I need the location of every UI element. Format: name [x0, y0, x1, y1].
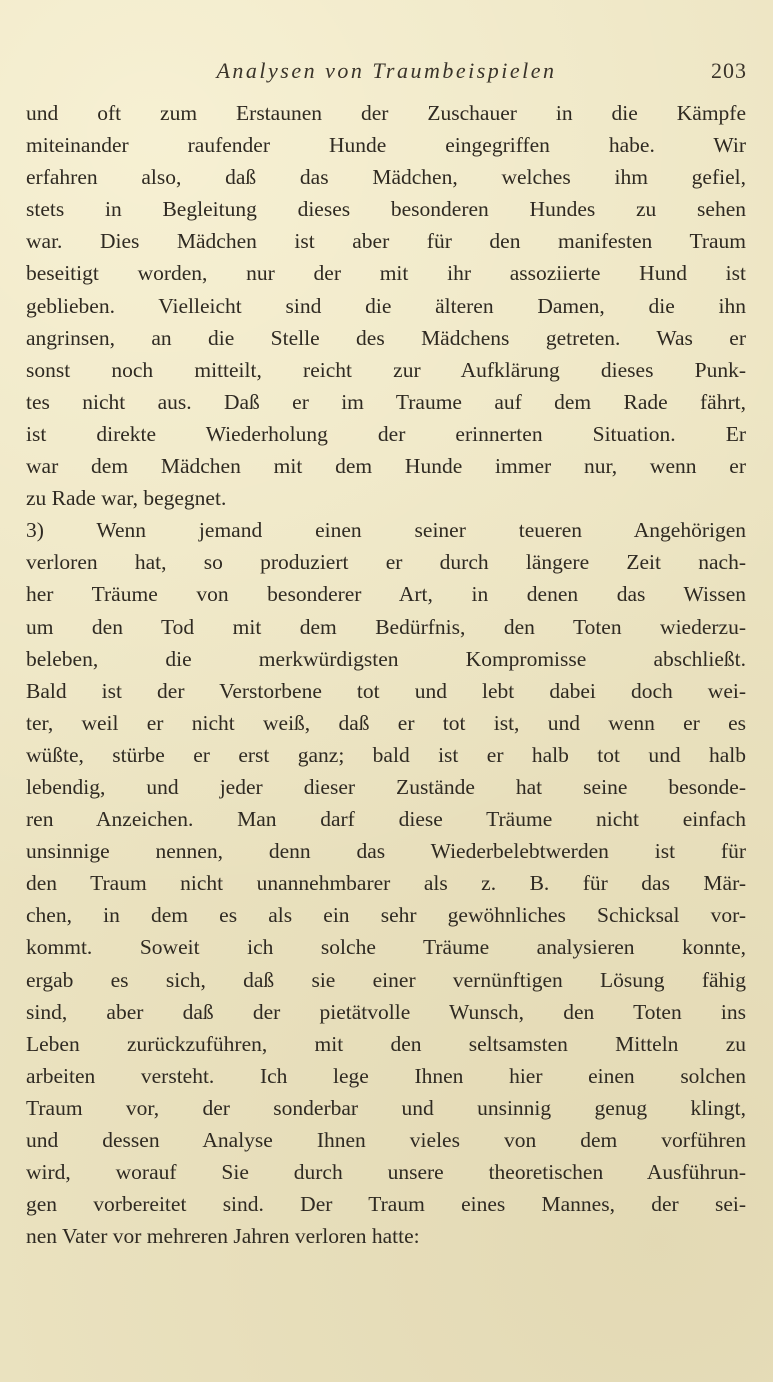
text-line: tes nicht aus. Daß er im Traume auf dem Rade fährt, [26, 389, 746, 414]
text-line: angrinsen, an die Stelle des Mädchens getreten. Was er [26, 325, 746, 350]
text-line: Bald ist der Verstorbene tot und lebt dabei doch wei- [26, 678, 746, 703]
text-line: arbeiten versteht. Ich lege Ihnen hier einen solchen [26, 1063, 746, 1088]
text-line: ren Anzeichen. Man darf diese Träume nicht einfach [26, 807, 746, 832]
text-line: her Träume von besonderer Art, in denen das Wissen [26, 582, 746, 607]
text-line: war dem Mädchen mit dem Hunde immer nur, wenn er [26, 454, 746, 479]
text-line: wird, worauf Sie durch unsere theoretischen Ausführun- [26, 1160, 746, 1185]
text-line: und oft zum Erstaunen der Zuschauer in die Kämpfe [26, 101, 746, 125]
text-line: sind, aber daß der pietätvolle Wunsch, den Toten ins [26, 999, 746, 1024]
text-line: ist direkte Wiederholung der erinnerten Situation. Er [26, 421, 746, 446]
text-line: ergab es sich, daß sie einer vernünftigen Lösung fähig [26, 967, 746, 992]
text-line: kommt. Soweit ich solche Träume analysieren konnte, [26, 935, 746, 960]
page-number: 203 [711, 58, 747, 83]
text-line: gen vorbereitet sind. Der Traum eines Mannes, der sei- [26, 1192, 746, 1217]
text-line: beleben, die merkwürdigsten Kompromisse abschließt. [26, 646, 746, 671]
text-line: und dessen Analyse Ihnen vieles von dem vorführen [26, 1128, 746, 1152]
text-line: den Traum nicht unannehmbarer als z. B. für das Mär- [26, 871, 746, 896]
text-line: miteinander raufender Hunde eingegriffen habe. Wir [26, 133, 746, 158]
text-line: zu Rade war, begegnet. [26, 486, 227, 511]
text-line: 3) Wenn jemand einen seiner teueren Angehörigen [26, 518, 746, 543]
body-text [26, 97, 746, 1252]
text-line: geblieben. Vielleicht sind die älteren Damen, die ihn [26, 293, 746, 318]
text-line: chen, in dem es als ein sehr gewöhnliches Schicksal vor- [26, 903, 746, 928]
text-line: nen Vater vor mehreren Jahren verloren hatte: [26, 1224, 420, 1249]
text-line: war. Dies Mädchen ist aber für den manifesten Traum [26, 229, 746, 254]
text-line: stets in Begleitung dieses besonderen Hundes zu sehen [26, 197, 746, 222]
text-line: ter, weil er nicht weiß, daß er tot ist, und wenn er es [26, 710, 746, 735]
text-line: lebendig, und jeder dieser Zustände hat seine besonde- [26, 774, 746, 799]
text-line: Traum vor, der sonderbar und unsinnig genug klingt, [26, 1095, 746, 1120]
text-line: sonst noch mitteilt, reicht zur Aufklärung dieses Punk- [26, 357, 746, 382]
text-line: unsinnige nennen, denn das Wiederbelebtwerden ist für [26, 839, 746, 864]
text-line: verloren hat, so produziert er durch längere Zeit nach- [26, 550, 746, 575]
running-head [26, 58, 747, 88]
running-title: Analysen von Traumbeispielen [216, 58, 557, 83]
text-line: beseitigt worden, nur der mit ihr assoziierte Hund ist [26, 261, 746, 286]
text-line: erfahren also, daß das Mädchen, welches ihm gefiel, [26, 165, 746, 190]
text-line: um den Tod mit dem Bedürfnis, den Toten wiederzu- [26, 614, 746, 639]
text-line: Leben zurückzuführen, mit den seltsamsten Mitteln zu [26, 1031, 746, 1056]
text-line: wüßte, stürbe er erst ganz; bald ist er halb tot und halb [26, 742, 746, 767]
